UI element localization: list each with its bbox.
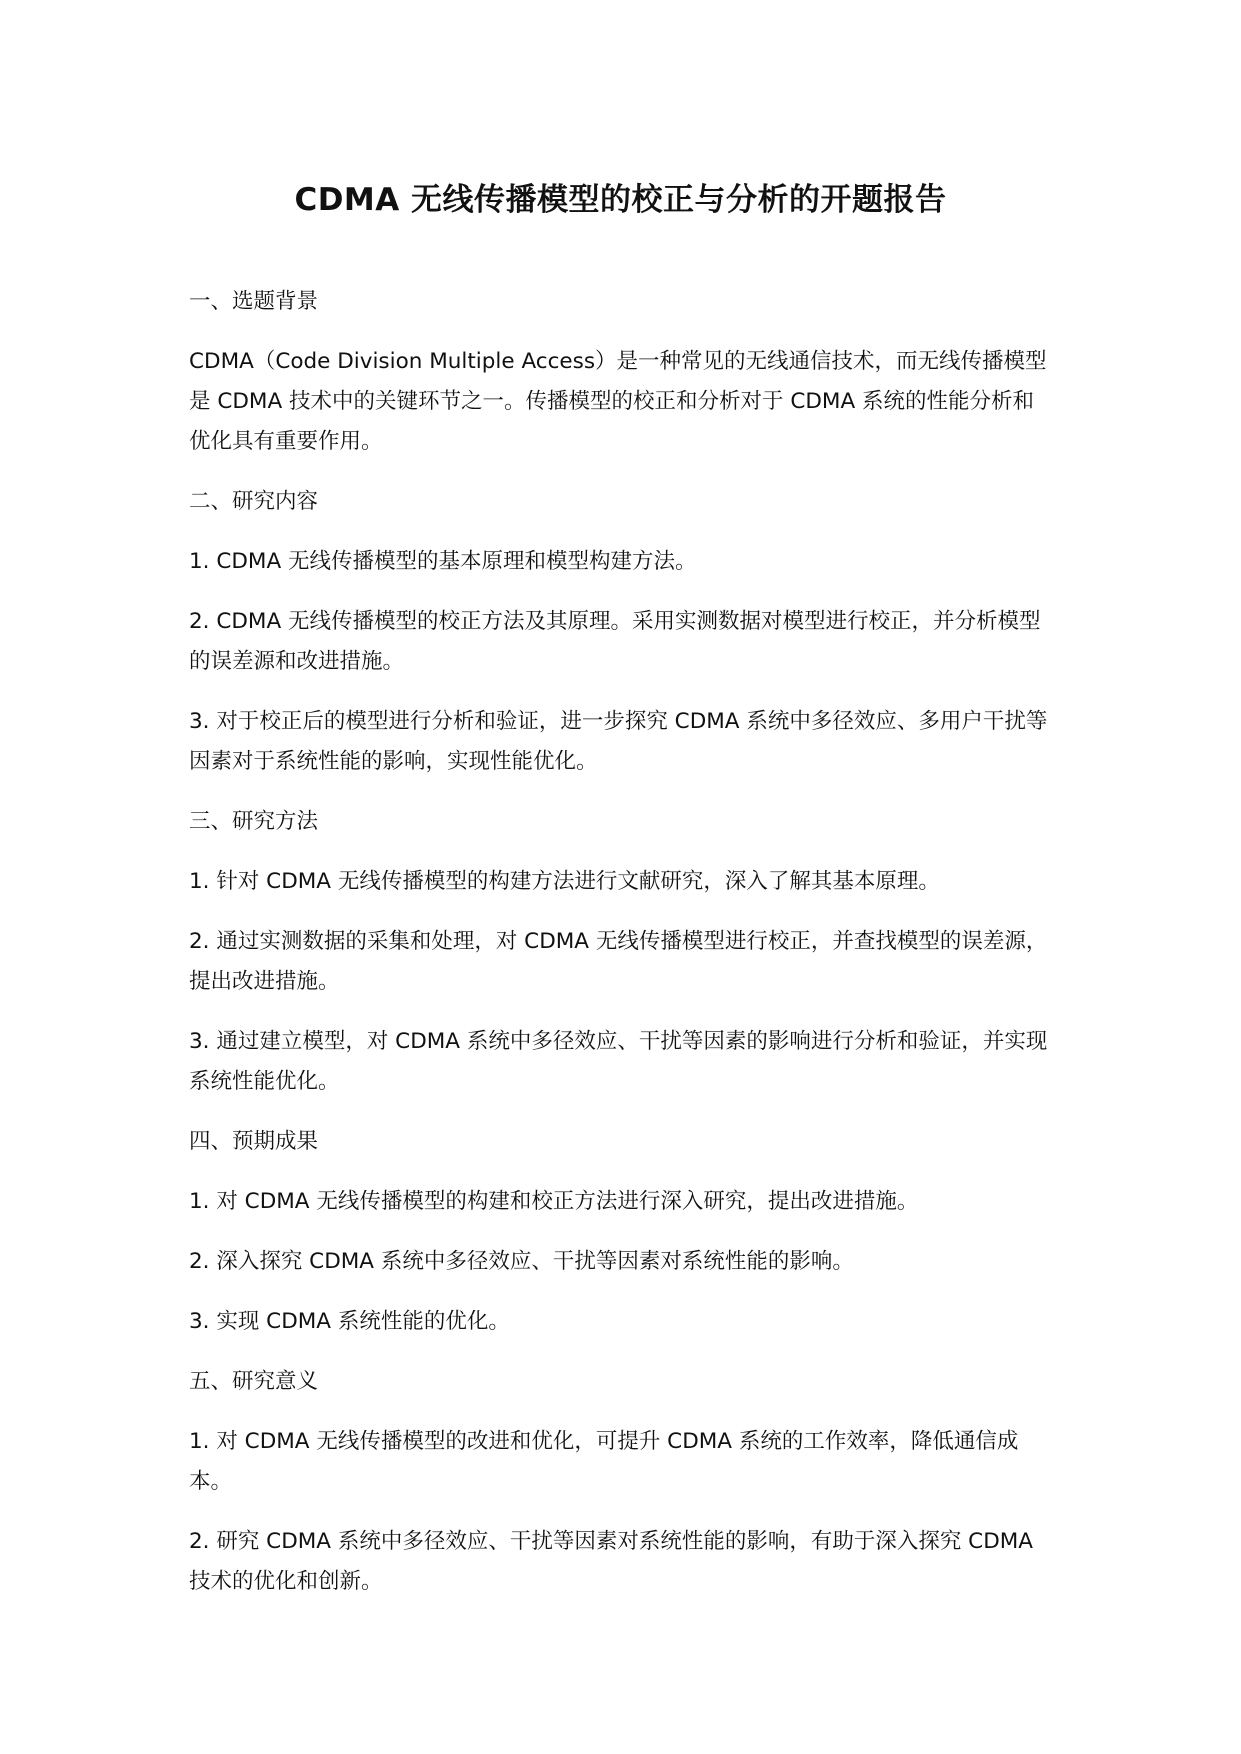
document-body <box>189 282 1055 1622</box>
section-heading: 三、研究方法 <box>189 809 319 834</box>
paragraph: 1. CDMA 无线传播模型的基本原理和模型构建方法。 <box>189 549 697 574</box>
section-heading: 四、预期成果 <box>189 1129 319 1154</box>
paragraph: CDMA（Code Division Multiple Access）是一种常见的无线通信技术，而无线传播模型是 CDMA 技术中的关键环节之一。传播模型的校正和分析对于 CDMA 系统的性能分析和优化具有重要作用。 <box>189 349 1047 454</box>
paragraph: 3. 实现 CDMA 系统性能的优化。 <box>189 1309 510 1334</box>
section-heading: 二、研究内容 <box>189 489 319 514</box>
paragraph: 3. 通过建立模型，对 CDMA 系统中多径效应、干扰等因素的影响进行分析和验证，并实现系统性能优化。 <box>189 1029 1048 1094</box>
paragraph: 2. 研究 CDMA 系统中多径效应、干扰等因素对系统性能的影响，有助于深入探究 CDMA 技术的优化和创新。 <box>189 1529 1034 1594</box>
paragraph: 1. 针对 CDMA 无线传播模型的构建方法进行文献研究，深入了解其基本原理。 <box>189 869 940 894</box>
paragraph: 1. 对 CDMA 无线传播模型的改进和优化，可提升 CDMA 系统的工作效率，降低通信成本。 <box>189 1429 1019 1494</box>
section-heading: 一、选题背景 <box>189 289 319 314</box>
paragraph: 3. 对于校正后的模型进行分析和验证，进一步探究 CDMA 系统中多径效应、多用户干扰等因素对于系统性能的影响，实现性能优化。 <box>189 709 1048 774</box>
paragraph: 2. 通过实测数据的采集和处理，对 CDMA 无线传播模型进行校正，并查找模型的误差源，提出改进措施。 <box>189 929 1048 994</box>
document-title: CDMA 无线传播模型的校正与分析的开题报告 <box>294 182 947 218</box>
paragraph: 2. 深入探究 CDMA 系统中多径效应、干扰等因素对系统性能的影响。 <box>189 1249 854 1274</box>
section-heading: 五、研究意义 <box>189 1369 319 1394</box>
paragraph: 1. 对 CDMA 无线传播模型的构建和校正方法进行深入研究，提出改进措施。 <box>189 1189 919 1214</box>
paragraph: 2. CDMA 无线传播模型的校正方法及其原理。采用实测数据对模型进行校正，并分析模型的误差源和改进措施。 <box>189 609 1041 674</box>
